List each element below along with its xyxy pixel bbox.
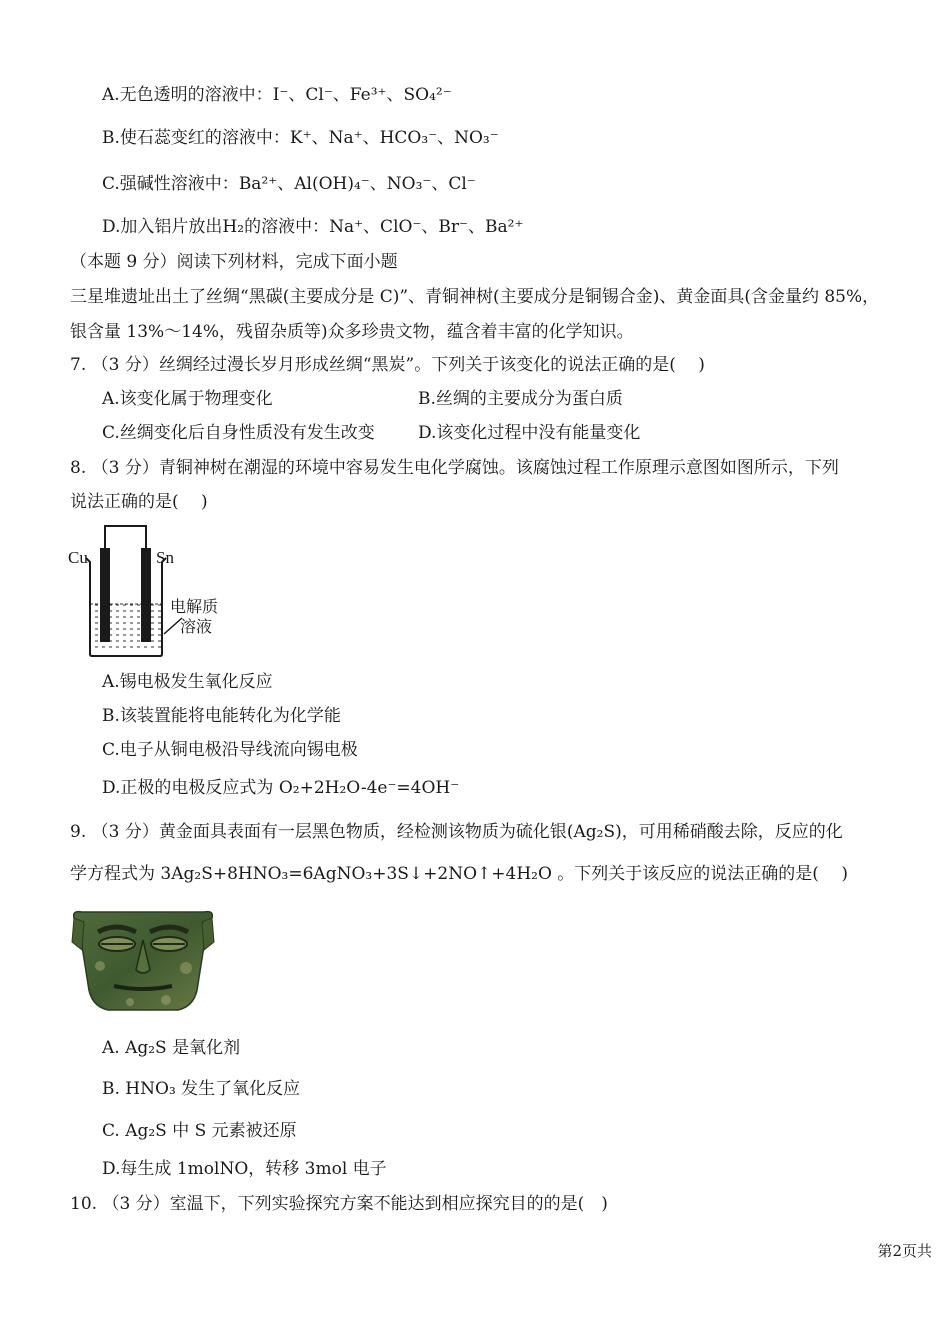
cu-label: Cu [68,548,88,567]
q9-option-b: B. HNO₃ 发生了氧化反应 [102,1079,301,1099]
galvanic-cell-diagram [66,518,246,663]
q7-option-b: B.丝绸的主要成分为蛋白质 [418,389,623,409]
sn-label: Sn [156,548,174,567]
q6-option-d-prefix: D.加入铝片放出H₂的溶液中： [102,217,330,237]
q6-option-c-ions: Ba²⁺、Al(OH)₄⁻、NO₃⁻、Cl⁻ [238,174,476,194]
q6-option-d [102,215,523,239]
q8-option-a: A.锡电极发生氧化反应 [102,672,273,692]
bronze-mask-image [70,906,216,1016]
q9-option-d: D.每生成 1molNO，转移 3mol 电子 [102,1159,387,1179]
q7-option-a: A.该变化属于物理变化 [102,389,273,409]
electrolyte-label-line-2: 溶液 [180,617,213,636]
q6-option-a-prefix: A.无色透明的溶液中： [102,85,273,105]
q9-option-c: C. Ag₂S 中 S 元素被还原 [102,1121,297,1141]
q6-option-b-prefix: B.使石蕊变红的溶液中： [102,128,290,148]
q7-option-d: D.该变化过程中没有能量变化 [418,423,641,443]
connecting-wire [105,526,146,568]
q8-stem-line-1: 8. （3 分）青铜神树在潮湿的环境中容易发生电化学腐蚀。该腐蚀过程工作原理示意图如图所示，下列 [70,458,839,478]
q6-option-a-ions: I⁻、Cl⁻、Fe³⁺、SO₄²⁻ [272,85,452,105]
q9-stem-line-2: 学方程式为 3Ag₂S+8HNO₃=6AgNO₃+3S↓+2NO↑+4H₂O 。下列关于该反应的说法正确的是( ) [70,864,848,884]
q10-stem: 10. （3 分）室温下，下列实验探究方案不能达到相应探究目的的是( ) [70,1194,608,1214]
q8-option-b: B.该装置能将电能转化为化学能 [102,706,341,726]
q8-option-d: D.正极的电极反应式为 O₂+2H₂O-4e⁻=4OH⁻ [102,778,460,798]
q6-option-b-ions: K⁺、Na⁺、HCO₃⁻、NO₃⁻ [289,128,499,148]
material-line-1: 三星堆遗址出土了丝绸“黑碳(主要成分是 C)”、青铜神树(主要成分是铜锡合金)、黄金面具(含金量约 85%， [70,287,880,307]
page-number: 第2页共 [877,1242,932,1260]
electrolyte-label-line-1: 电解质 [170,597,219,616]
q6-option-d-ions: Na⁺、ClO⁻、Br⁻、Ba²⁺ [329,217,524,237]
sn-electrode [141,548,151,642]
cu-electrode [100,548,110,642]
q9-option-a: A. Ag₂S 是氧化剂 [102,1038,241,1058]
q9-stem-line-1: 9. （3 分）黄金面具表面有一层黑色物质，经检测该物质为硫化银(Ag₂S)，可用稀硝酸去除，反应的化 [70,822,843,842]
q6-option-c-prefix: C.强碱性溶液中： [102,174,239,194]
q8-stem-line-2: 说法正确的是( ) [70,492,208,512]
q6-option-a [102,83,452,107]
q7-option-c: C.丝绸变化后自身性质没有发生改变 [102,423,375,443]
material-header: （本题 9 分）阅读下列材料，完成下面小题 [70,252,398,272]
q6-option-b [102,126,499,150]
q8-option-c: C.电子从铜电极沿导线流向锡电极 [102,740,358,760]
material-line-2: 银含量 13%～14%，残留杂质等)众多珍贵文物，蕴含着丰富的化学知识。 [70,322,634,342]
q7-stem: 7. （3 分）丝绸经过漫长岁月形成丝绸“黑炭”。下列关于该变化的说法正确的是( ) [70,355,705,375]
q6-option-c [102,172,476,196]
